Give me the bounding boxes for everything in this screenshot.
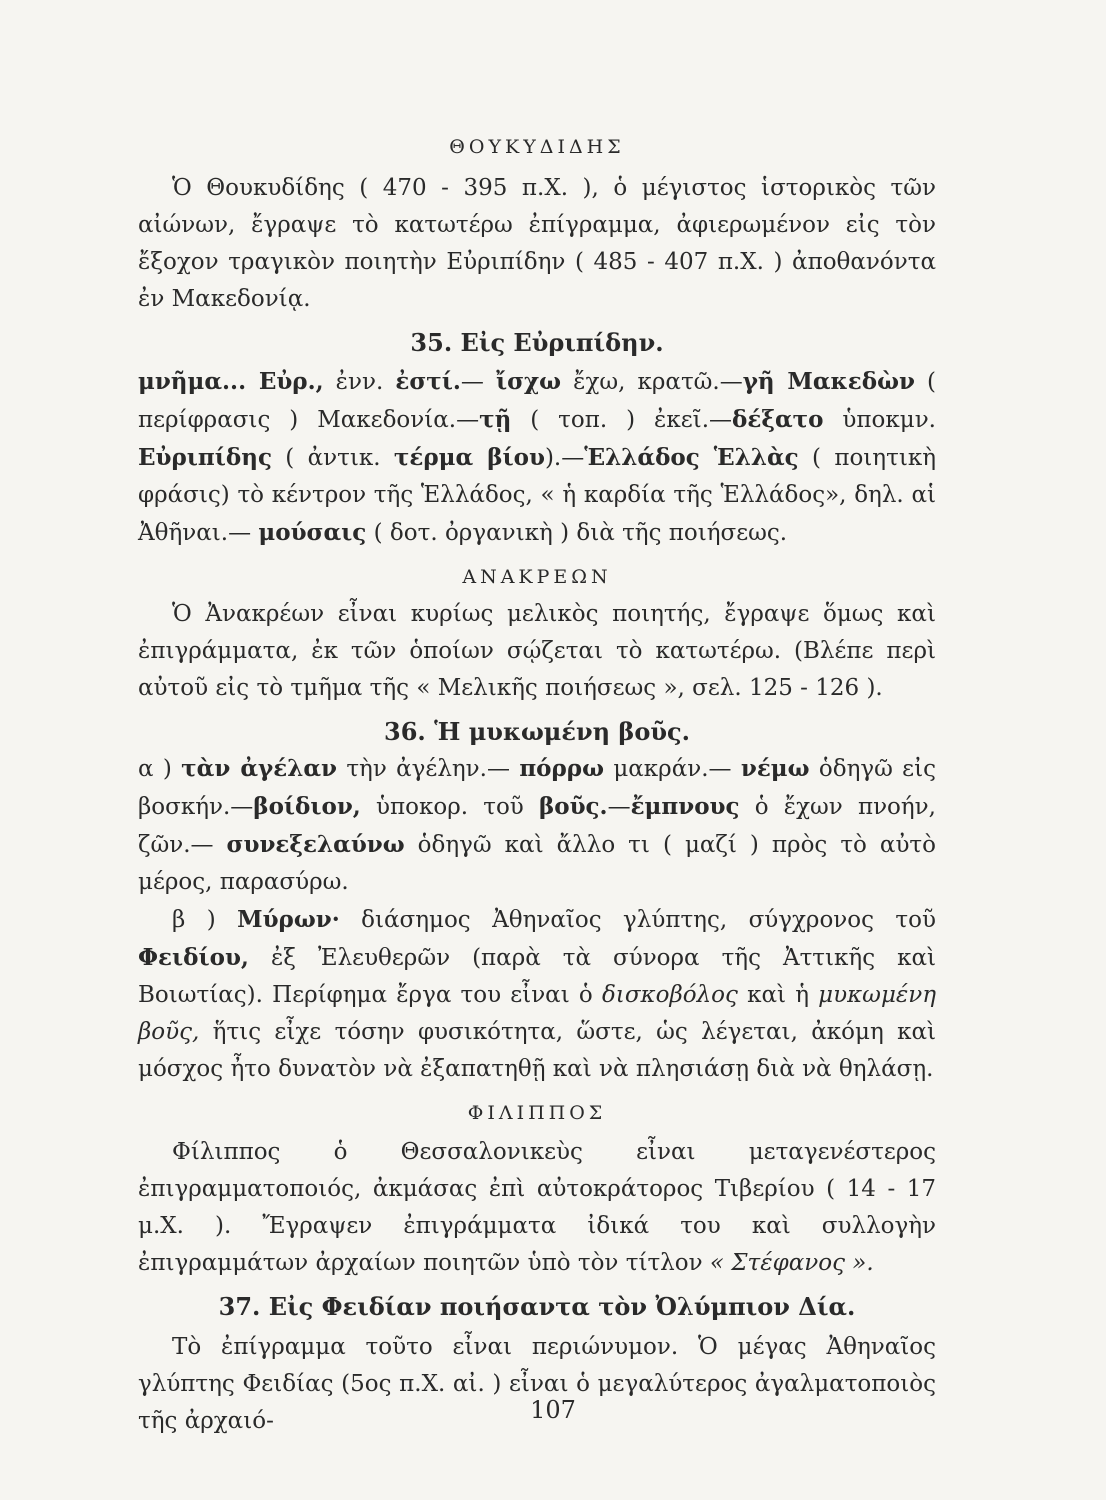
- note-gloss: μακράν.—: [603, 756, 741, 782]
- note-term: βοίδιον,: [253, 793, 361, 820]
- note-term: νέμω: [740, 755, 810, 782]
- note-gloss: ἥτις εἶχε τόσην φυσικότητα, ὥστε, ὡς λέγεται, ἀκόμη καὶ μόσχος ἦτο δυνατὸν νὰ ἐξαπατηθῇ καὶ νὰ πλησιάσῃ διὰ νὰ θηλάσῃ.: [138, 1019, 936, 1082]
- note-term: συνεξελαύνω: [226, 831, 405, 858]
- note-term: ἔμπνους: [630, 793, 740, 820]
- thucydides-intro: Ὁ Θουκυδίδης ( 470 - 395 π.Χ. ), ὁ μέγιστος ἱστορικὸς τῶν αἰώνων, ἔγραψε τὸ κατωτέρω ἐπίγραμμα, ἀφιερωμένον εἰς τὸν ἔξοχον τραγικὸν ποιητὴν Εὐριπίδην ( 485 - 407 π.Χ. ) ἀποθανόντα ἐν Μακεδονίᾳ.: [138, 175, 936, 312]
- epigram-35-notes: [138, 363, 936, 552]
- note-term: μυκωμένη βοῦς,: [138, 982, 936, 1045]
- note-term: δέξατο: [732, 406, 824, 433]
- note-term: Μύρων·: [237, 906, 340, 933]
- note-term: ἐστί.: [395, 368, 461, 395]
- anacreon-intro: Ὁ Ἀνακρέων εἶναι κυρίως μελικὸς ποιητής, ἔγραψε ὅμως καὶ ἐπιγράμματα, ἐκ τῶν ὁποίων σῴζεται τὸ κατωτέρω. (Βλέπε περὶ αὐτοῦ εἰς τὸ τμῆμα τῆς « Μελικῆς ποιήσεως », σελ. 125 - 126 ).: [138, 601, 936, 701]
- note-term: γῆ Μακεδὼν: [742, 368, 915, 395]
- epigram-37-text: Τὸ ἐπίγραμμα τοῦτο εἶναι περιώνυμον. Ὁ μέγας Ἀθηναῖος γλύπτης Φειδίας (5ος π.Χ. αἰ. ) εἶναι ὁ μεγαλύτερος ἀγαλματοποιὸς τῆς ἀρχαιό-: [138, 1334, 936, 1434]
- note-gloss: ὁδηγῶ καὶ ἄλλο τι ( μαζί ) πρὸς τὸ αὐτὸ μέρος, παρασύρω.: [138, 832, 937, 895]
- note-term: μούσαις: [258, 519, 367, 546]
- note-term: βοῦς.: [538, 793, 608, 820]
- note-gloss: α ): [138, 756, 182, 782]
- note-term: Ἑλλάδος Ἑλλὰς: [584, 444, 799, 471]
- epigram-title-37: 37. Εἰς Φειδίαν ποιήσαντα τὸν Ὀλύμπιον Δία.: [218, 1292, 856, 1321]
- note-gloss: ( τοπ. ) ἐκεῖ.—: [511, 407, 733, 433]
- philippos-intro-text: Φίλιππος ὁ Θεσσαλονικεὺς εἶναι μεταγενέστερος ἐπιγραμματοποιός, ἀκμάσας ἐπὶ αὐτοκράτορος Τιβερίου ( 14 - 17 μ.Χ. ). Ἔγραψεν ἐπιγράμματα ἰδικά του καὶ συλλογὴν ἐπιγραμμάτων ἀρχαίων ποιητῶν ὑπὸ τὸν τίτλον: [138, 1139, 936, 1276]
- note-gloss: ( δοτ. ὀργανικὴ ) διὰ τῆς ποιήσεως.: [366, 520, 788, 546]
- note-gloss: β ): [172, 907, 238, 933]
- note-gloss: ( ἀντικ.: [271, 445, 394, 471]
- philippos-intro-book-title: « Στέφανος ».: [709, 1250, 874, 1276]
- page-number: 107: [530, 1396, 576, 1424]
- note-term: Φειδίου,: [138, 944, 249, 971]
- philippos-intro: [138, 1134, 936, 1282]
- note-gloss: καὶ ἡ: [737, 982, 819, 1008]
- epigram-36-notes-a: [138, 750, 936, 901]
- note-gloss: ὁδηγῶ εἰς βοσκήν.—: [138, 756, 936, 820]
- note-term: μνῆμα... Εὐρ.,: [138, 368, 324, 395]
- note-gloss: διάσημος Ἀθηναῖος γλύπτης, σύγχρονος τοῦ: [339, 907, 936, 933]
- note-term: τῇ: [479, 406, 512, 433]
- note-gloss: ( ποιητικὴ φράσις) τὸ κέντρον τῆς Ἑλλάδος, « ἡ καρδία τῆς Ἑλλάδος», δηλ. αἱ Ἀθῆναι.—: [138, 445, 936, 546]
- note-term: τὰν ἀγέλαν: [181, 755, 337, 782]
- epigram-title-36: 36. Ἡ μυκωμένη βοῦς.: [384, 717, 690, 746]
- note-gloss: ἔχω, κρατῶ.—: [561, 369, 743, 395]
- note-gloss: ).—: [544, 445, 585, 471]
- note-gloss: ὑποκμν.: [823, 407, 936, 433]
- note-gloss: ὑποκορ. τοῦ: [360, 794, 539, 820]
- note-gloss: ὁ ἔχων πνοήν, ζῶν.—: [138, 794, 936, 858]
- note-term: δισκοβόλος: [601, 982, 738, 1008]
- note-term: Εὐριπίδης: [138, 444, 272, 471]
- epigram-title-35: 35. Εἰς Εὐριπίδην.: [410, 328, 664, 357]
- note-gloss: ἐνν.: [323, 369, 396, 395]
- section-heading-anacreon: ΑΝΑΚΡΕΩΝ: [462, 566, 612, 588]
- note-gloss: τὴν ἀγέλην.—: [336, 756, 520, 782]
- note-gloss: ( περίφρασις ) Μακεδονία.—: [138, 369, 936, 433]
- epigram-36-notes-b: [138, 901, 936, 1088]
- note-term: ἴσχω: [495, 368, 562, 395]
- note-term: τέρμα βίου: [393, 444, 545, 471]
- note-gloss: —: [607, 794, 631, 820]
- note-gloss: —: [460, 369, 496, 395]
- section-heading-philippos: ΦΙΛΙΠΠΟΣ: [467, 1102, 607, 1124]
- note-term: πόρρω: [519, 755, 604, 782]
- section-heading-thucydides: ΘΟΥΚΥΔΙΔΗΣ: [449, 136, 625, 158]
- note-gloss: ἐξ Ἐλευθερῶν (παρὰ τὰ σύνορα τῆς Ἀττικῆς καὶ Βοιωτίας). Περίφημα ἔργα του εἶναι ὁ: [138, 945, 936, 1008]
